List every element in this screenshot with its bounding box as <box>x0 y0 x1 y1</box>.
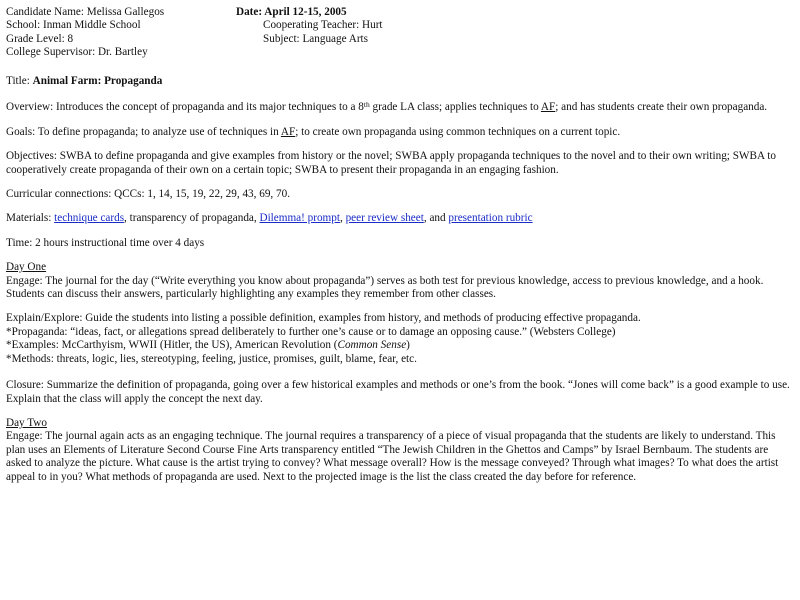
propaganda-definition: *Propaganda: “ideas, fact, or allegations spread deliberately to further one’s cause or to damage an opposing cause.” (Websters College) <box>6 325 616 338</box>
technique-cards-link[interactable]: technique cards <box>54 212 125 225</box>
header-right <box>236 6 383 46</box>
dilemma-prompt-link[interactable]: Dilemma! prompt <box>259 212 340 225</box>
day-one-explain-section <box>6 312 796 366</box>
day-two-engage: Engage: The journal again acts as an engaging technique. The journal requires a transparency of a piece of visual propaganda that the students are likely to understand. This plan uses an Elements of Literature Second Course Fine Arts transparency entitled “The Jewish Children in the Ghettos and Camps” by Israel Bernbaum. The students are asked to analyze the picture. What cause is the artist trying to convey? What message overall? How is the message conveyed? Through what images? To what does the artist appeal to in you? What methods of propaganda are used. Next to the projected image is the list the class created the day before for reference. <box>6 430 779 483</box>
cooperating-teacher: Cooperating Teacher: Hurt <box>263 19 383 32</box>
subject: Subject: Language Arts <box>263 32 369 45</box>
lesson-plan-document <box>6 6 796 484</box>
materials-paragraph: Materials: technique cards, transparency of propaganda, Dilemma! prompt, peer review sheet, and presentation rubric <box>6 212 533 225</box>
day-two-section <box>6 417 796 484</box>
candidate-name: Candidate Name: Melissa Gallegos <box>6 6 165 18</box>
college-supervisor: College Supervisor: Dr. Bartley <box>6 46 148 59</box>
grade-level: Grade Level: 8 <box>6 32 74 45</box>
day-one-section <box>6 261 796 301</box>
document-header <box>6 6 796 62</box>
day-two-heading: Day Two <box>6 416 47 429</box>
goals-paragraph: Goals: To define propaganda; to analyze use of techniques in AF; to create own propaganda using common techniques on a current topic. <box>6 125 621 138</box>
day-one-explain: Explain/Explore: Guide the students into listing a possible definition, examples from history, and methods of producing effective propaganda. <box>6 312 641 325</box>
time-paragraph: Time: 2 hours instructional time over 4 days <box>6 236 205 249</box>
school-name: School: Inman Middle School <box>6 19 141 32</box>
header-left <box>6 6 164 60</box>
overview-paragraph: Overview: Introduces the concept of propaganda and its major techniques to a 8th grade LA class; applies techniques to AF; and has students create their own propaganda. <box>6 100 768 114</box>
curricular-connections: Curricular connections: QCCs: 1, 14, 15, 19, 22, 29, 43, 69, 70. <box>6 188 291 201</box>
peer-review-sheet-link[interactable]: peer review sheet <box>345 212 424 225</box>
day-one-heading: Day One <box>6 261 47 274</box>
propaganda-methods: *Methods: threats, logic, lies, stereotyping, feeling, justice, promises, guilt, blame, fear, etc. <box>6 352 417 365</box>
objectives-paragraph: Objectives: SWBA to define propaganda and give examples from history or the novel; SWBA apply propaganda techniques to the novel and to their own writing; SWBA to cooperatively create propaganda of their own on a certain topic; SWBA to present their propaganda in an engaging fashion. <box>6 150 776 176</box>
presentation-rubric-link[interactable]: presentation rubric <box>448 212 533 225</box>
day-one-closure: Closure: Summarize the definition of propaganda, going over a few historical examples and methods or one’s from the book. “Jones will come back” is a good example to use. Explain that the class will apply the concept the next day. <box>6 379 790 405</box>
propaganda-examples: *Examples: McCarthyism, WWII (Hitler, the US), American Revolution (Common Sense) <box>6 339 410 352</box>
lesson-title: Title: Animal Farm: Propaganda <box>6 75 163 87</box>
lesson-date: Date: April 12-15, 2005 <box>236 6 347 18</box>
day-one-engage: Engage: The journal for the day (“Write everything you know about propaganda”) serves as both test for previous knowledge, access to previous knowledge, and a hook. Students can discuss their answers, particularly highlighting any examples they remember from other classes. <box>6 274 764 301</box>
